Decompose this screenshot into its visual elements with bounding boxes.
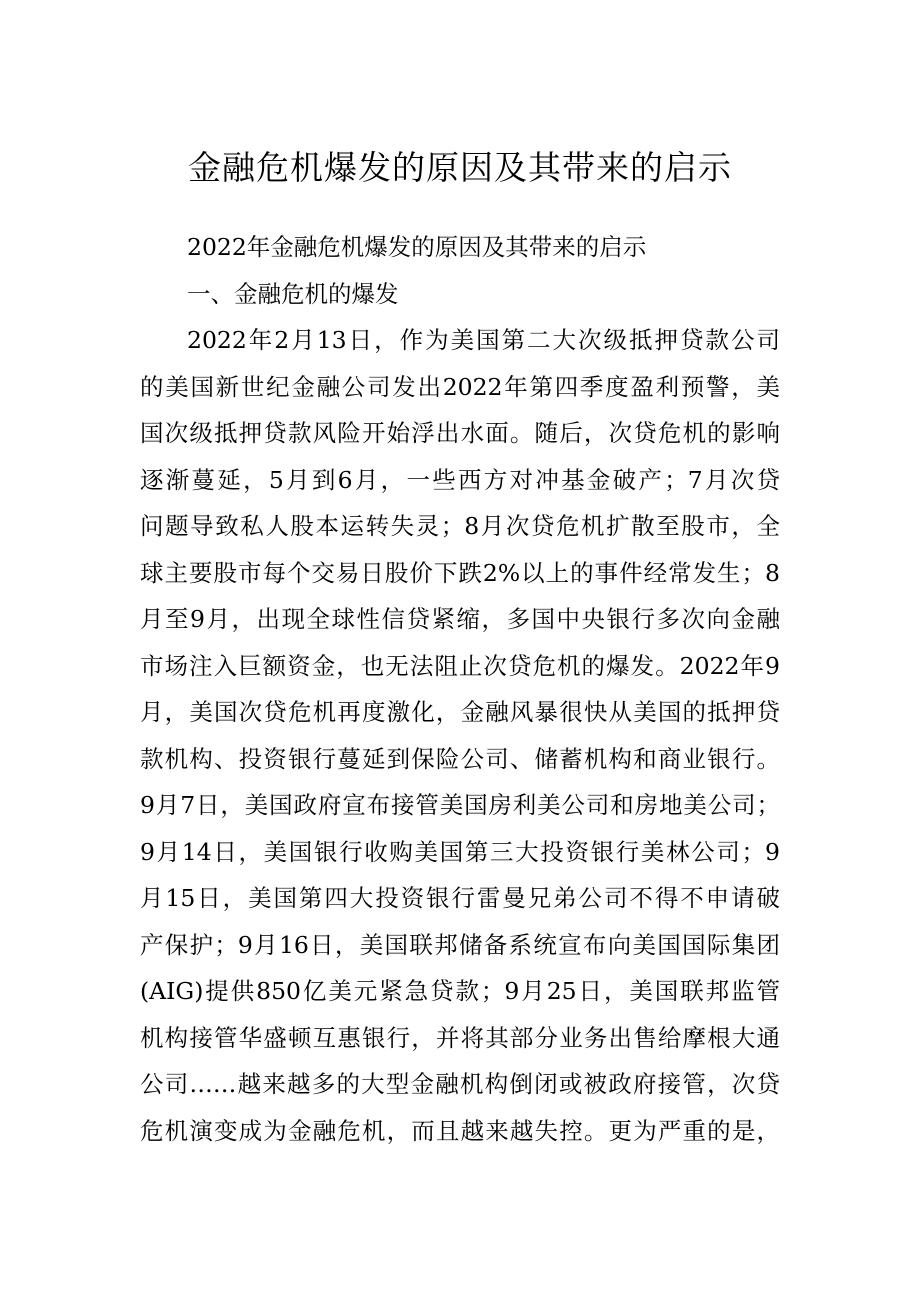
body-line: 月，美国次贷危机再度激化，金融风暴很快从美国的抵押贷 xyxy=(140,698,780,726)
body-line: 9月7日，美国政府宣布接管美国房利美公司和房地美公司； xyxy=(140,791,780,819)
document-title: 金融危机爆发的原因及其带来的启示 xyxy=(188,148,732,187)
body-line: 月15日，美国第四大投资银行雷曼兄弟公司不得不申请破 xyxy=(140,884,780,912)
body-line: 款机构、投资银行蔓延到保险公司、储蓄机构和商业银行。 xyxy=(140,744,780,773)
body-line: 9月14日，美国银行收购美国第三大投资银行美林公司；9 xyxy=(140,837,780,866)
body-line: 问题导致私人股本运转失灵；8月次贷危机扩散至股市，全 xyxy=(140,512,780,540)
body-line: 公司……越来越多的大型金融机构倒闭或被政府接管，次贷 xyxy=(140,1070,780,1098)
body-line: 2022年2月13日，作为美国第二大次级抵押贷款公司 xyxy=(187,326,780,354)
body-line: 的美国新世纪金融公司发出2022年第四季度盈利预警，美 xyxy=(140,372,780,401)
section-heading: 一、金融危机的爆发 xyxy=(187,279,399,308)
body-line: 球主要股市每个交易日股价下跌2%以上的事件经常发生；8 xyxy=(140,558,780,587)
body-line: 产保护；9月16日，美国联邦储备系统宣布向美国国际集团 xyxy=(140,930,780,959)
body-line: 逐渐蔓延，5月到6月，一些西方对冲基金破产；7月次贷 xyxy=(140,465,780,494)
body-paragraph xyxy=(140,317,780,1154)
document-subtitle: 2022年金融危机爆发的原因及其带来的启示 xyxy=(187,233,647,261)
body-line: 月至9月，出现全球性信贷紧缩，多国中央银行多次向金融 xyxy=(140,605,780,633)
body-line: 机构接管华盛顿互惠银行，并将其部分业务出售给摩根大通 xyxy=(140,1023,780,1052)
body-line: 危机演变成为金融危机，而且越来越失控。更为严重的是， xyxy=(140,1116,780,1145)
body-line: 国次级抵押贷款风险开始浮出水面。随后，次贷危机的影响 xyxy=(140,419,780,447)
body-line: (AIG)提供850亿美元紧急贷款；9月25日，美国联邦监管 xyxy=(140,977,780,1005)
body-line: 市场注入巨额资金，也无法阻止次贷危机的爆发。2022年9 xyxy=(140,651,780,680)
